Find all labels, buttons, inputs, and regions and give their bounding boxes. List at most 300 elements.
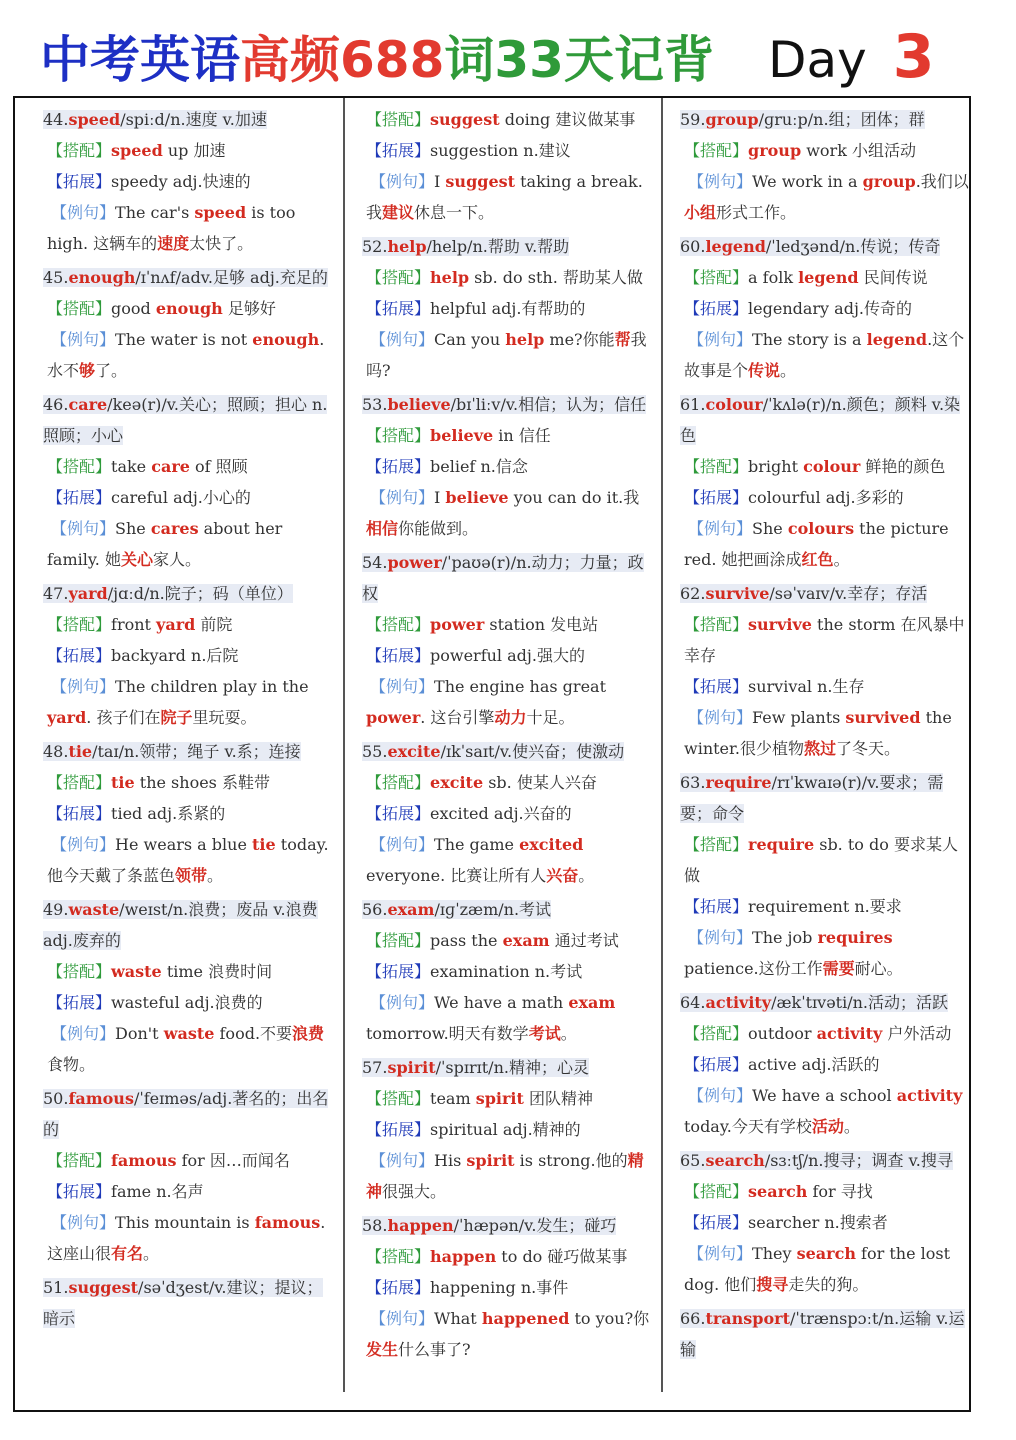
example-keyword: speed (194, 203, 247, 222)
column-1 (43, 104, 333, 1410)
collocation-word: activity (816, 1024, 883, 1043)
extension-line (362, 1114, 652, 1145)
collocation-text: bright (748, 457, 804, 476)
entry-headline (43, 578, 333, 609)
collocation-tag: 【搭配】 (47, 141, 112, 160)
example-text: 耐心。 (854, 959, 903, 978)
headword: require (705, 773, 772, 792)
collocation-word: colour (803, 457, 861, 476)
extension-tag: 【拓展】 (366, 141, 431, 160)
example-text: 里玩耍。 (192, 708, 257, 727)
example-translation-keyword: 动力 (494, 708, 527, 727)
extension-tag: 【拓展】 (684, 677, 749, 696)
entry-head (680, 1309, 965, 1359)
example-text: today.他今天戴了条蓝色 (47, 835, 329, 885)
collocation-tag: 【搭配】 (47, 1151, 112, 1170)
extension-line (43, 1176, 333, 1207)
example-translation-keyword: 活动 (811, 1117, 844, 1136)
collocation-text: pass the (430, 931, 503, 950)
headword: help (387, 237, 427, 256)
title-part1: 中考英语 (40, 31, 240, 89)
collocation-meaning: sb. to do 要求某人做 (684, 835, 958, 885)
collocation-meaning: of 照顾 (189, 457, 248, 476)
example-line (43, 197, 333, 259)
entry-headline (362, 736, 652, 767)
entry-head (680, 1151, 953, 1170)
example-keyword: survived (845, 708, 921, 727)
example-line (680, 513, 970, 575)
example-text: The job (752, 928, 818, 947)
example-text: patience.这份工作 (684, 959, 823, 978)
entry-head (43, 584, 293, 603)
collocation-meaning: 户外活动 (882, 1024, 952, 1043)
example-text: is strong.他的 (514, 1151, 628, 1170)
collocation-meaning: for 因…而闻名 (176, 1151, 290, 1170)
collocation-meaning: in 信任 (493, 426, 551, 445)
entry-number: 47. (43, 584, 69, 603)
title-part2: 高频688 (240, 31, 445, 89)
collocation-text: outdoor (748, 1024, 817, 1043)
example-tag: 【例句】 (370, 172, 435, 191)
collocation-line (680, 135, 970, 166)
example-tag: 【例句】 (51, 330, 116, 349)
collocation-line (680, 451, 970, 482)
headword: exam (387, 900, 435, 919)
collocation-line (362, 1241, 652, 1272)
entry-head (43, 900, 318, 950)
pronunciation-definition: /ɪɡˈzæm/n.考试 (434, 900, 552, 919)
entry-number: 45. (43, 268, 69, 287)
entry-head (680, 993, 948, 1012)
example-translation-keyword: 建议 (382, 203, 415, 222)
word-entry (680, 987, 970, 1142)
extension-tag: 【拓展】 (366, 457, 431, 476)
collocation-meaning: sb. do sth. 帮助某人做 (469, 268, 643, 287)
example-line (680, 1080, 970, 1142)
example-text: They (752, 1244, 797, 1263)
collocation-line (362, 104, 652, 135)
entry-number: 50. (43, 1089, 69, 1108)
entry-headline (680, 104, 970, 135)
example-line (362, 1303, 652, 1365)
example-tag: 【例句】 (688, 1244, 753, 1263)
extension-line (680, 891, 970, 922)
collocation-line (680, 1176, 970, 1207)
example-text: The car's (115, 203, 195, 222)
entry-headline (362, 231, 652, 262)
example-translation-keyword: 有名 (111, 1244, 144, 1263)
entry-number: 53. (362, 395, 388, 414)
extension-line (43, 166, 333, 197)
example-text: is too high. 这辆车的 (47, 203, 296, 253)
example-tag: 【例句】 (51, 835, 116, 854)
entry-number: 60. (680, 237, 706, 256)
collocation-tag: 【搭配】 (684, 835, 749, 854)
extension-line (362, 451, 652, 482)
collocation-word: suggest (430, 110, 500, 129)
example-line (43, 513, 333, 575)
example-line (43, 829, 333, 891)
headword: yard (68, 584, 108, 603)
example-keyword: search (796, 1244, 856, 1263)
example-text: today.今天有学校 (684, 1117, 812, 1136)
example-text: . 这台引擎 (420, 708, 495, 727)
collocation-line (362, 925, 652, 956)
word-entry (43, 578, 333, 733)
example-line (362, 166, 652, 228)
collocation-word: require (748, 835, 815, 854)
entry-number: 59. (680, 110, 706, 129)
example-translation-keyword: 兴奋 (546, 866, 579, 885)
headword: legend (705, 237, 766, 256)
example-text: 形式工作。 (716, 203, 797, 222)
entry-head (362, 900, 551, 919)
example-text: 。 (780, 361, 797, 380)
extension-text: colourful adj.多彩的 (748, 488, 904, 507)
pronunciation-definition: /ˈtrænspɔːt/n.运输 v.运输 (680, 1309, 965, 1359)
collocation-line (43, 956, 333, 987)
collocation-line (43, 293, 333, 324)
example-text: 。 (143, 1244, 160, 1263)
example-text: I (434, 172, 446, 191)
collocation-tag: 【搭配】 (47, 773, 112, 792)
collocation-tag: 【搭配】 (366, 268, 431, 287)
entry-head (362, 553, 644, 603)
collocation-word: spirit (475, 1089, 524, 1108)
example-text: 很强大。 (382, 1182, 447, 1201)
example-text: Few plants (752, 708, 846, 727)
collocation-meaning: 民间传说 (858, 268, 928, 287)
headword: happen (387, 1216, 454, 1235)
example-line (43, 324, 333, 386)
headword: power (387, 553, 442, 572)
example-line (362, 671, 652, 733)
pronunciation-definition: /ɡruːp/n.组；团体；群 (758, 110, 925, 129)
headword: excite (387, 742, 441, 761)
example-tag: 【例句】 (370, 330, 435, 349)
example-text: 我吗? (366, 330, 647, 380)
word-entry (362, 389, 652, 544)
example-text: to you?你 (569, 1309, 650, 1328)
entry-headline (680, 231, 970, 262)
collocation-line (362, 767, 652, 798)
entry-headline (43, 1272, 333, 1334)
example-translation-keyword: 红色 (801, 550, 834, 569)
example-text: everyone. 比赛让所有人 (366, 866, 547, 885)
word-entry (43, 894, 333, 1080)
extension-line (680, 482, 970, 513)
entry-headline (680, 1145, 970, 1176)
collocation-word: waste (111, 962, 162, 981)
extension-tag: 【拓展】 (366, 646, 431, 665)
collocation-line (43, 767, 333, 798)
collocation-word: tie (111, 773, 135, 792)
example-text: for the lost dog. 他们 (684, 1244, 951, 1294)
example-text: We work in a (752, 172, 863, 191)
extension-tag: 【拓展】 (366, 1120, 431, 1139)
example-text: me?你能 (544, 330, 615, 349)
entry-number: 64. (680, 993, 706, 1012)
extension-tag: 【拓展】 (47, 804, 112, 823)
example-tag: 【例句】 (51, 519, 116, 538)
entry-number: 63. (680, 773, 706, 792)
example-tag: 【例句】 (370, 488, 435, 507)
word-entry (680, 231, 970, 386)
word-entry (680, 389, 970, 575)
example-translation-keyword: 帮 (614, 330, 631, 349)
collocation-tag: 【搭配】 (366, 931, 431, 950)
headword: famous (68, 1089, 134, 1108)
example-keyword: help (505, 330, 545, 349)
entry-head (43, 395, 327, 445)
collocation-word: enough (155, 299, 223, 318)
entry-headline (362, 389, 652, 420)
example-tag: 【例句】 (51, 1024, 116, 1043)
example-line (43, 1207, 333, 1269)
extension-text: suggestion n.建议 (430, 141, 571, 160)
collocation-line (43, 451, 333, 482)
extension-line (362, 956, 652, 987)
collocation-meaning: 前院 (195, 615, 233, 634)
pronunciation-definition: /ˈkʌlə(r)/n.颜色；颜料 v.染色 (680, 395, 961, 445)
collocation-line (43, 1145, 333, 1176)
word-entry (680, 1303, 970, 1365)
entry-headline (362, 547, 652, 609)
collocation-word: survive (748, 615, 812, 634)
example-text: This mountain is (115, 1213, 255, 1232)
extension-tag: 【拓展】 (47, 993, 112, 1012)
pronunciation-definition: /rɪˈkwaɪə(r)/v.要求；需要；命令 (680, 773, 944, 823)
day-number: 3 (892, 22, 935, 92)
entry-head (362, 395, 646, 414)
entry-headline (680, 389, 970, 451)
example-translation-keyword: 需要 (822, 959, 855, 978)
entry-headline (680, 578, 970, 609)
collocation-meaning: 团队精神 (523, 1089, 593, 1108)
word-entry (362, 736, 652, 891)
example-tag: 【例句】 (688, 1086, 753, 1105)
entry-headline (43, 736, 333, 767)
pronunciation-definition: /help/n.帮助 v.帮助 (426, 237, 570, 256)
pronunciation-definition: /sɜːtʃ/n.搜寻；调查 v.搜寻 (764, 1151, 953, 1170)
word-entry (680, 578, 970, 764)
entry-head (680, 584, 927, 603)
collocation-tag: 【搭配】 (366, 615, 431, 634)
entry-number: 46. (43, 395, 69, 414)
collocation-text: front (111, 615, 157, 634)
example-keyword: requires (817, 928, 893, 947)
example-line (680, 702, 970, 764)
extension-tag: 【拓展】 (684, 1213, 749, 1232)
example-line (680, 324, 970, 386)
collocation-tag: 【搭配】 (684, 1182, 749, 1201)
extension-line (43, 798, 333, 829)
pronunciation-definition: /səˈvaɪv/v.幸存；存活 (769, 584, 928, 603)
example-text: .我们以 (915, 172, 969, 191)
example-keyword: famous (254, 1213, 321, 1232)
example-line (680, 922, 970, 984)
example-translation-keyword: 小组 (684, 203, 717, 222)
example-line (362, 829, 652, 891)
collocation-meaning: doing 建议做某事 (499, 110, 636, 129)
example-keyword: waste (163, 1024, 215, 1043)
pronunciation-definition: /ɪkˈsaɪt/v.使兴奋；使激动 (440, 742, 625, 761)
collocation-word: speed (111, 141, 163, 160)
collocation-word: famous (111, 1151, 177, 1170)
example-text: 了冬天。 (836, 739, 901, 758)
example-text: .水不 (47, 330, 325, 380)
example-line (362, 987, 652, 1049)
example-tag: 【例句】 (370, 993, 435, 1012)
word-entry (680, 767, 970, 984)
extension-text: wasteful adj.浪费的 (111, 993, 263, 1012)
example-translation-keyword: 熬过 (804, 739, 837, 758)
collocation-tag: 【搭配】 (366, 1247, 431, 1266)
example-keyword: colours (787, 519, 855, 538)
headword: transport (705, 1309, 790, 1328)
page-title (40, 22, 934, 92)
example-tag: 【例句】 (688, 708, 753, 727)
collocation-word: group (748, 141, 802, 160)
example-translation-keyword: 关心 (120, 550, 153, 569)
entry-headline (680, 987, 970, 1018)
example-text: 十足。 (526, 708, 575, 727)
collocation-word: search (748, 1182, 808, 1201)
entry-head (43, 1278, 323, 1328)
collocation-line (680, 609, 970, 671)
example-tag: 【例句】 (688, 172, 753, 191)
word-entry (362, 1210, 652, 1365)
example-keyword: spirit (466, 1151, 515, 1170)
headword: spirit (387, 1058, 436, 1077)
example-text: The story is a (752, 330, 867, 349)
word-entry (362, 231, 652, 386)
extension-tag: 【拓展】 (47, 1182, 112, 1201)
example-text: She (752, 519, 788, 538)
example-text: 了。 (95, 361, 128, 380)
example-text: His (434, 1151, 467, 1170)
example-tag: 【例句】 (370, 835, 435, 854)
entry-head (362, 1058, 589, 1077)
pronunciation-definition: /weɪst/n.浪费；废品 v.浪费 adj.废弃的 (43, 900, 318, 950)
example-keyword: group (862, 172, 916, 191)
collocation-meaning: the storm 在风暴中幸存 (684, 615, 965, 665)
column-divider (661, 98, 663, 1392)
entry-number: 57. (362, 1058, 388, 1077)
example-translation-keyword: 领带 (175, 866, 208, 885)
example-line (680, 166, 970, 228)
example-text: 走失的狗。 (788, 1275, 869, 1294)
example-text: .这个故事是个 (684, 330, 965, 380)
collocation-meaning: to do 碰巧做某事 (496, 1247, 628, 1266)
collocation-text: take (111, 457, 152, 476)
example-text: I (434, 488, 446, 507)
entry-head (43, 110, 267, 129)
example-tag: 【例句】 (370, 1309, 435, 1328)
pronunciation-definition: /spiːd/n.速度 v.加速 (120, 110, 267, 129)
collocation-text: team (430, 1089, 476, 1108)
example-keyword: enough (252, 330, 320, 349)
pronunciation-definition: /ˈpaʊə(r)/n.动力；力量；政权 (362, 553, 644, 603)
example-translation-keyword: 浪费 (292, 1024, 325, 1043)
entry-headline (43, 389, 333, 451)
collocation-tag: 【搭配】 (366, 773, 431, 792)
entry-head (362, 1216, 616, 1235)
collocation-line (362, 420, 652, 451)
example-tag: 【例句】 (51, 203, 116, 222)
pronunciation-definition: /ˈfeɪməs/adj.著名的；出名的 (43, 1089, 329, 1139)
collocation-tag: 【搭配】 (684, 615, 749, 634)
example-text: 休息一下。 (414, 203, 495, 222)
extension-text: excited adj.兴奋的 (430, 804, 572, 823)
vocabulary-frame (13, 96, 971, 1412)
collocation-word: help (430, 268, 470, 287)
example-text: 家人。 (152, 550, 201, 569)
column-3 (680, 104, 970, 1410)
example-text: 。 (833, 550, 850, 569)
collocation-tag: 【搭配】 (47, 615, 112, 634)
pronunciation-definition: /taɪ/n.领带；绳子 v.系；连接 (92, 742, 301, 761)
example-translation-keyword: 精神 (366, 1151, 644, 1201)
example-text: 你能做到。 (398, 519, 479, 538)
extension-tag: 【拓展】 (684, 299, 749, 318)
example-tag: 【例句】 (51, 1213, 116, 1232)
extension-line (680, 293, 970, 324)
extension-line (43, 482, 333, 513)
entry-head (362, 742, 624, 761)
headword: activity (705, 993, 772, 1012)
example-translation-keyword: 发生 (366, 1340, 399, 1359)
extension-text: searcher n.搜索者 (748, 1213, 888, 1232)
collocation-tag: 【搭配】 (366, 110, 431, 129)
extension-text: requirement n.要求 (748, 897, 902, 916)
entry-headline (680, 767, 970, 829)
extension-text: helpful adj.有帮助的 (430, 299, 586, 318)
example-line (680, 1238, 970, 1300)
collocation-tag: 【搭配】 (684, 268, 749, 287)
collocation-meaning: sb. 使某人兴奋 (483, 773, 597, 792)
collocation-tag: 【搭配】 (684, 1024, 749, 1043)
entry-number: 44. (43, 110, 69, 129)
entry-number: 65. (680, 1151, 706, 1170)
example-translation-keyword: 速度 (157, 234, 190, 253)
extension-line (43, 987, 333, 1018)
collocation-word: happen (430, 1247, 497, 1266)
example-translation-keyword: 院子 (160, 708, 193, 727)
example-translation-keyword: 搜寻 (756, 1275, 789, 1294)
collocation-tag: 【搭配】 (47, 299, 112, 318)
example-text: She (115, 519, 151, 538)
example-text: 。 (578, 866, 595, 885)
entry-number: 51. (43, 1278, 69, 1297)
example-tag: 【例句】 (688, 519, 753, 538)
entry-head (362, 237, 569, 256)
example-keyword: believe (445, 488, 509, 507)
example-line (362, 482, 652, 544)
headword: colour (705, 395, 763, 414)
word-entry (43, 104, 333, 259)
pronunciation-definition: /ˈledʒənd/n.传说；传奇 (765, 237, 941, 256)
collocation-line (680, 262, 970, 293)
headword: enough (68, 268, 136, 287)
example-text: The children play in the (115, 677, 309, 696)
collocation-word: care (151, 457, 190, 476)
collocation-word: believe (430, 426, 494, 445)
pronunciation-definition: /jɑːd/n.院子；码（单位） (107, 584, 293, 603)
collocation-word: exam (502, 931, 550, 950)
example-translation-keyword: 够 (79, 361, 96, 380)
extension-line (680, 1207, 970, 1238)
